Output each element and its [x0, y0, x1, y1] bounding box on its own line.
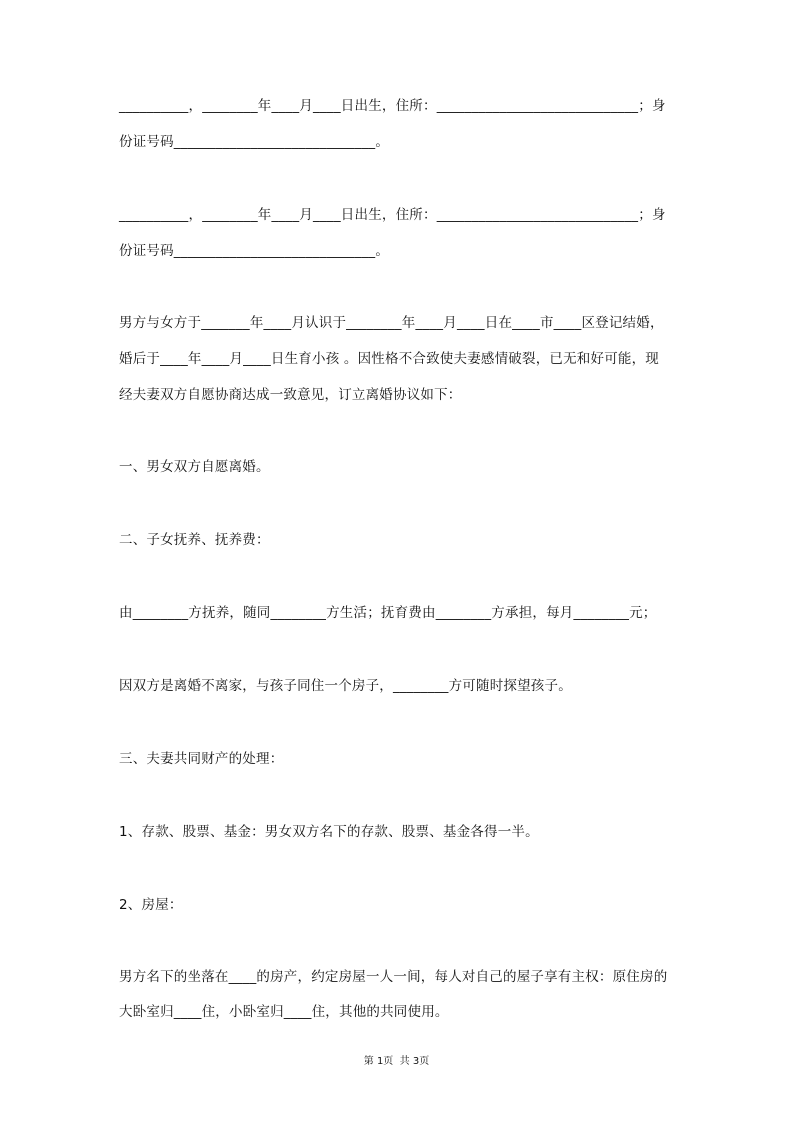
section-heading-2: 二、子女抚养、抚养费：: [119, 532, 270, 548]
text-line-marriage-1: 男方与女方于_______年____月认识于________年____月____日在____市____区登记结婚，: [119, 315, 664, 331]
section-heading-3: 三、夫妻共同财产的处理：: [119, 751, 284, 767]
text-line-house-1: 男方名下的坐落在____的房产，约定房屋一人一间，每人对自己的屋子享有主权：原住房的: [119, 969, 668, 985]
text-line-id-1: 份证号码_____________________________。: [119, 134, 390, 150]
text-line-birth-2: __________，________年____月____日出生，住所：_____________________________；身: [119, 207, 666, 223]
text-line-birth-1: __________，________年____月____日出生，住所：_____________________________；身: [119, 98, 666, 114]
text-line-id-2: 份证号码_____________________________。: [119, 243, 390, 259]
text-line-house-heading: 2、房屋：: [119, 897, 183, 913]
text-line-marriage-2: 婚后于____年____月____日生育小孩 。因性格不合致使夫妻感情破裂，已无和好可能，现: [119, 351, 659, 367]
text-line-savings: 1、存款、股票、基金：男女双方名下的存款、股票、基金各得一半。: [119, 824, 539, 840]
page-footer: 第 1页 共 3页: [363, 1056, 430, 1067]
section-heading-1: 一、男女双方自愿离婚。: [119, 459, 270, 475]
text-line-visitation: 因双方是离婚不离家，与孩子同住一个房子，________方可随时探望孩子。: [119, 678, 572, 694]
text-line-house-2: 大卧室归____住，小卧室归____住，其他的共同使用。: [119, 1004, 449, 1020]
text-line-custody: 由________方抚养，随同________方生活；抚育费由________方承担，每月________元；: [119, 605, 657, 621]
text-line-marriage-3: 经夫妻双方自愿协商达成一致意见，订立离婚协议如下：: [119, 387, 462, 403]
